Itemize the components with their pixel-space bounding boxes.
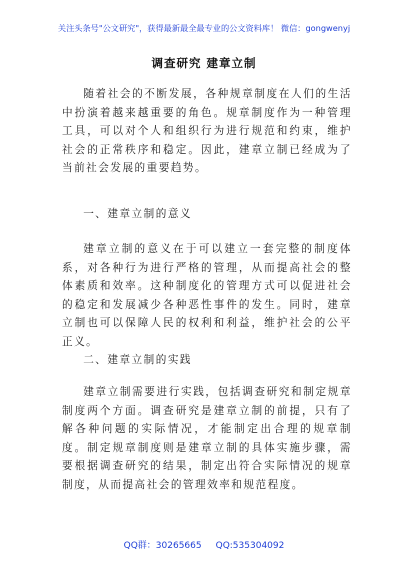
document-title: 调查研究 建章立制 <box>151 56 257 70</box>
intro-paragraph: 随着社会的不断发展，各种规章制度在人们的生活中扮演着越来越重要的角色。规章制度作为一种管理工具，可以对个人和组织行为进行规范和约束，维护社会的正常秩序和稳定。因此，建章立制已经成为了当前社会发展的重要趋势。 <box>62 88 352 174</box>
section-heading-significance: 一、建章立制的意义 <box>83 208 193 220</box>
practice-paragraph: 建章立制需要进行实践，包括调查研究和制定规章制度两个方面。调查研究是建章立制的前提，只有了解各种问题的实际情况，才能制定出合理的规章制度。制定规章制度则是建章立制的具体实施步骤，需要根据调查研究的结果，制定出符合实际情况的规章制度，从而提高社会的管理效率和规范程度。 <box>62 386 352 491</box>
header-banner: 关注头条号"公文研究"，获得最新最全最专业的公文资料库！ 微信：gongwenyj <box>57 23 351 33</box>
qq-group-number: QQ群：30265665 <box>123 541 202 551</box>
section-heading-practice: 二、建章立制的实践 <box>83 354 193 366</box>
footer-contact <box>0 538 408 551</box>
qq-number: QQ:535304092 <box>215 541 285 551</box>
significance-paragraph: 建章立制的意义在于可以建立一套完整的制度体系，对各种行为进行严格的管理，从而提高社会的整体素质和效率。这种制度化的管理方式可以促进社会的稳定和发展减少各种恶性事件的发生。同时，建章立制也可以保障人民的权利和利益，维护社会的公平正义。 <box>62 243 352 348</box>
